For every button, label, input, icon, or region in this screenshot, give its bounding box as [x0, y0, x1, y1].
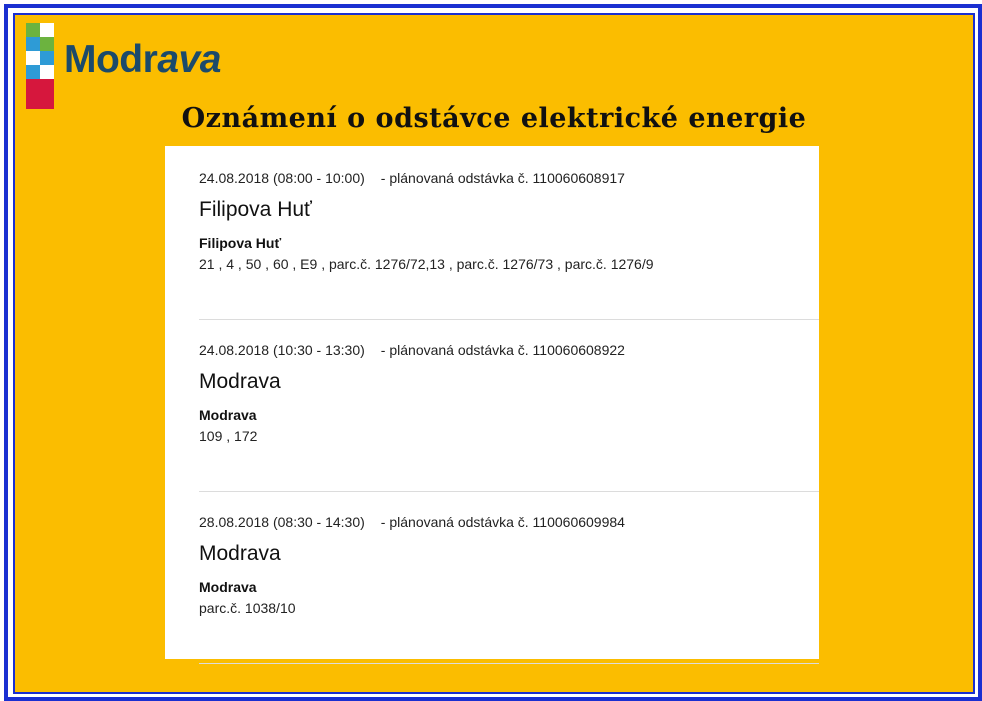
modrava-logo	[26, 23, 221, 109]
page-title: Oznámení o odstávce elektrické energie	[181, 103, 807, 134]
divider	[199, 491, 819, 492]
outage-meta	[199, 170, 839, 186]
outage-date: 24.08.2018 (10:30 - 13:30)	[199, 342, 365, 358]
outage-date: 28.08.2018 (08:30 - 14:30)	[199, 514, 365, 530]
outer-frame	[4, 4, 982, 701]
outage-item	[199, 342, 839, 444]
outage-place: Modrava	[199, 370, 281, 393]
outage-meta	[199, 514, 839, 530]
outage-item	[199, 170, 839, 272]
outage-addresses: parc.č. 1038/10	[199, 600, 296, 616]
outage-area: Modrava	[199, 407, 257, 423]
logo-wordmark-italic: ava	[157, 38, 221, 81]
logo-wordmark-plain: Modr	[64, 38, 158, 81]
divider	[199, 319, 819, 320]
outage-label: - plánovaná odstávka č. 110060608922	[380, 342, 625, 358]
outage-area: Filipova Huť	[199, 235, 282, 251]
outage-date: 24.08.2018 (08:00 - 10:00)	[199, 170, 365, 186]
outage-meta	[199, 342, 839, 358]
outage-place: Filipova Huť	[199, 198, 312, 221]
outage-area: Modrava	[199, 579, 257, 595]
outage-addresses: 21 , 4 , 50 , 60 , E9 , parc.č. 1276/72,13 , parc.č. 1276/73 , parc.č. 1276/9	[199, 256, 654, 272]
divider	[199, 663, 819, 664]
logo-wordmark	[64, 38, 221, 82]
outage-addresses: 109 , 172	[199, 428, 258, 444]
outage-list	[165, 146, 819, 659]
outage-place: Modrava	[199, 542, 281, 565]
outage-item	[199, 514, 839, 616]
modrava-logo-icon	[26, 23, 54, 109]
poster	[13, 13, 975, 694]
outage-label: - plánovaná odstávka č. 110060609984	[380, 514, 625, 530]
outage-label: - plánovaná odstávka č. 110060608917	[380, 170, 625, 186]
